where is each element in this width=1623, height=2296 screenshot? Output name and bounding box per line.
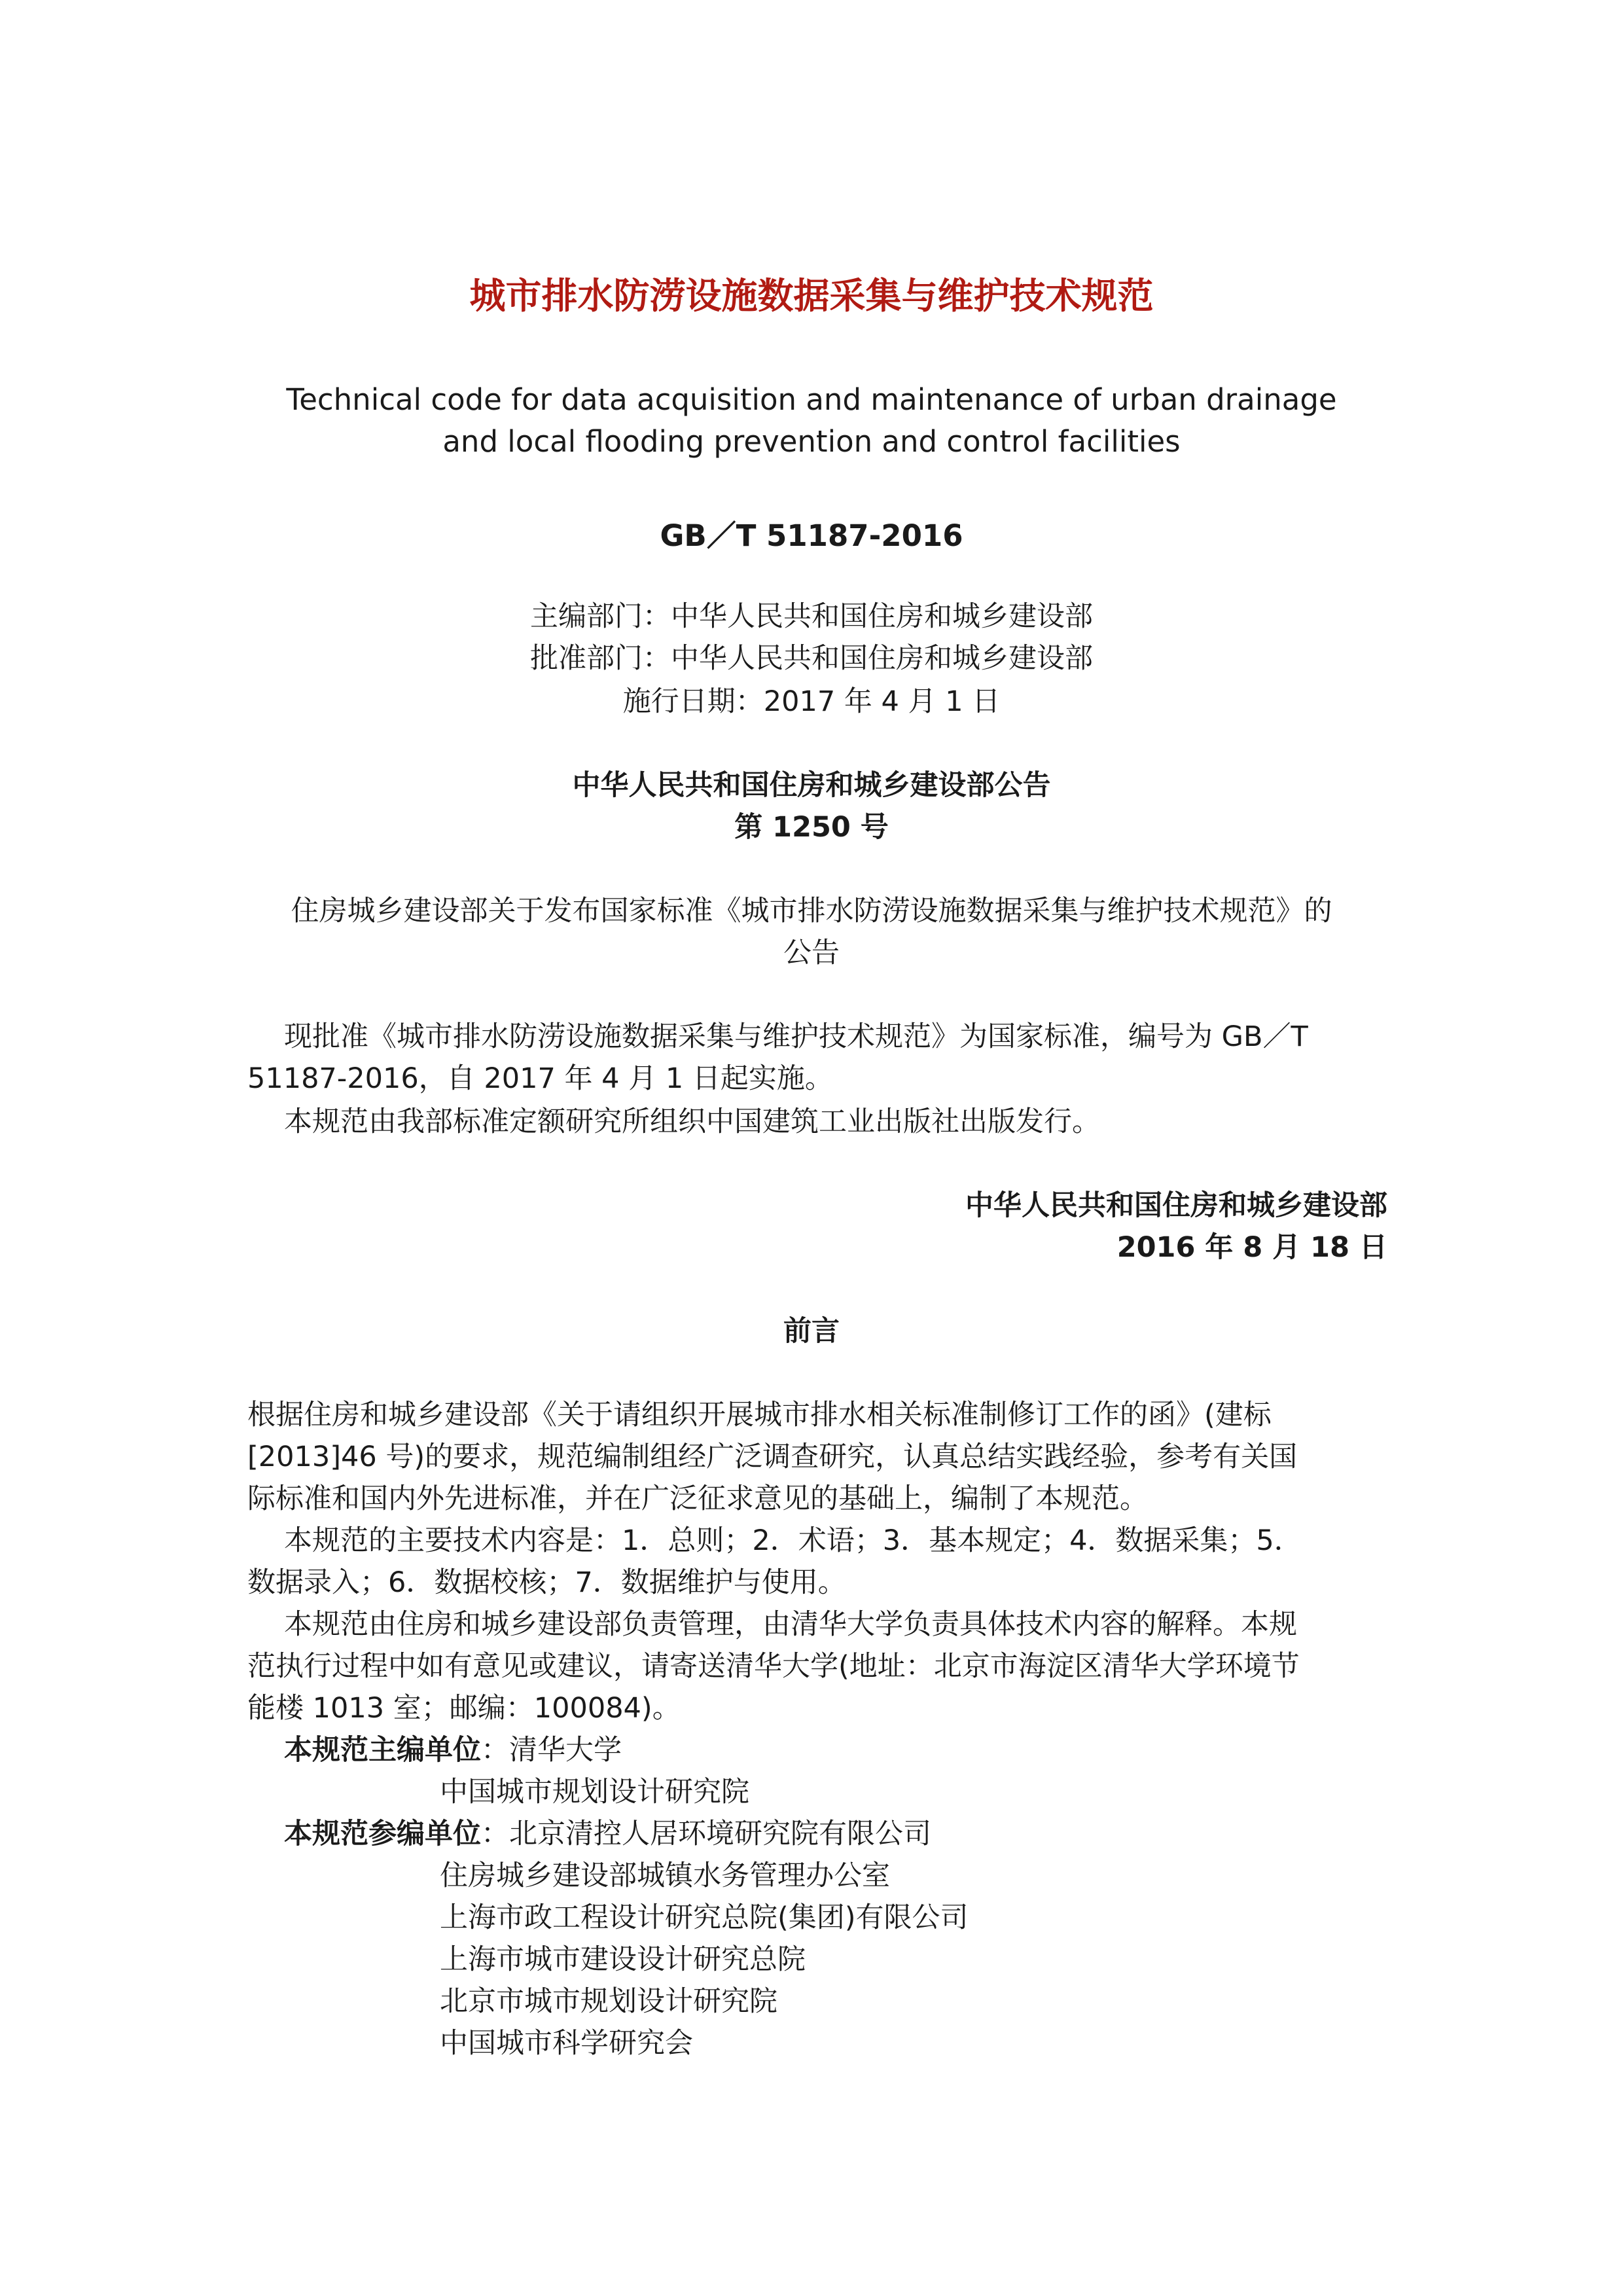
participating-unit: 住房城乡建设部城镇水务管理办公室 (440, 1859, 890, 1892)
preface-p3-line-1: 本规范由住房和城乡建设部负责管理，由清华大学负责具体技术内容的解释。本规 (284, 1608, 1297, 1641)
signature: 中华人民共和国住房和城乡建设部 (965, 1189, 1387, 1222)
preface-p2-line-2: 数据录入；6．数据校核；7．数据维护与使用。 (247, 1566, 846, 1599)
participating-units-label: 本规范参编单位 (284, 1818, 481, 1850)
standard-number: GB／T 51187-2016 (660, 518, 963, 553)
announcement-body-line-2: 51187-2016，自 2017 年 4 月 1 日起实施。 (247, 1062, 833, 1095)
document-title: 城市排水防涝设施数据采集与维护技术规范 (469, 275, 1154, 317)
participating-unit: 北京市城市规划设计研究院 (440, 1985, 777, 2018)
chief-department: 主编部门：中华人民共和国住房和城乡建设部 (530, 600, 1093, 633)
chief-units-label: 本规范主编单位 (284, 1734, 481, 1767)
preface-p2-line-1: 本规范的主要技术内容是：1．总则；2．术语；3．基本规定；4．数据采集；5． (284, 1524, 1302, 1557)
participating-unit: 上海市城市建设设计研究总院 (440, 1943, 806, 1976)
participating-unit: 上海市政工程设计研究总院(集团)有限公司 (440, 1901, 969, 1934)
approval-department: 批准部门：中华人民共和国住房和城乡建设部 (530, 642, 1093, 675)
announcement-body-line-1: 现批准《城市排水防涝设施数据采集与维护技术规范》为国家标准，编号为 GB／T (284, 1020, 1308, 1053)
participating-unit: 中国城市科学研究会 (440, 2027, 693, 2060)
announcement-subject-line-2: 公告 (783, 937, 840, 969)
chief-unit: ：清华大学 (481, 1734, 622, 1767)
announcement-subject-line-1: 住房城乡建设部关于发布国家标准《城市排水防涝设施数据采集与维护技术规范》的 (291, 895, 1332, 927)
preface-p3-line-3: 能楼 1013 室；邮编：100084)。 (247, 1692, 681, 1725)
chief-units-row (284, 1728, 622, 1768)
participating-units-row (284, 1812, 931, 1852)
preface-p1-line-1: 根据住房和城乡建设部《关于请组织开展城市排水相关标准制修订工作的函》(建标 (247, 1399, 1272, 1431)
effective-date: 施行日期：2017 年 4 月 1 日 (622, 685, 1001, 718)
announcement-body-line-3: 本规范由我部标准定额研究所组织中国建筑工业出版社出版发行。 (284, 1105, 1100, 1138)
participating-unit: ：北京清控人居环境研究院有限公司 (481, 1818, 931, 1850)
preface-heading: 前言 (783, 1315, 840, 1348)
preface-p3-line-2: 范执行过程中如有意见或建议，请寄送清华大学(地址：北京市海淀区清华大学环境节 (247, 1650, 1300, 1683)
english-title-line-2: and local flooding prevention and control facilities (442, 424, 1181, 459)
chief-unit: 中国城市规划设计研究院 (440, 1776, 749, 1808)
signature-date: 2016 年 8 月 18 日 (1116, 1231, 1387, 1264)
announcement-number: 第 1250 号 (734, 811, 889, 844)
english-title-line-1: Technical code for data acquisition and maintenance of urban drainage (286, 382, 1337, 417)
preface-p1-line-3: 际标准和国内外先进标准，并在广泛征求意见的基础上，编制了本规范。 (247, 1482, 1148, 1515)
announcement-issuer: 中华人民共和国住房和城乡建设部公告 (572, 769, 1051, 802)
preface-p1-line-2: [2013]46 号)的要求，规范编制组经广泛调查研究，认真总结实践经验，参考有关国 (247, 1441, 1298, 1473)
